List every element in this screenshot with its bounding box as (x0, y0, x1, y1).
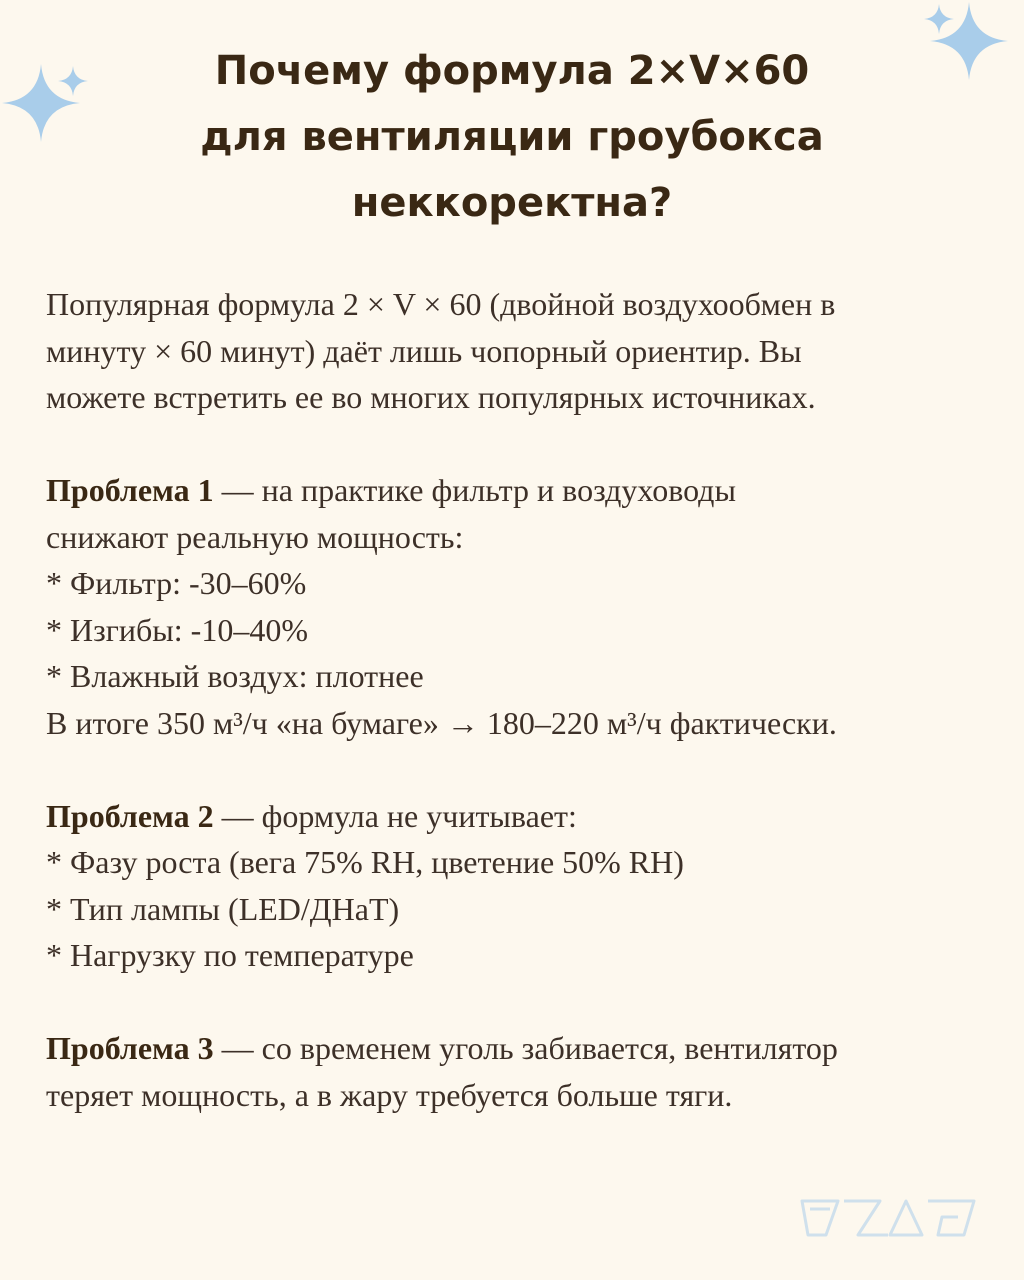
problem2-item: * Нагрузку по температуре (46, 937, 414, 973)
paragraph-gap (46, 746, 1006, 793)
problem1-item: * Фильтр: -30–60% (46, 565, 307, 601)
intro-line: можете встретить ее во многих популярных источниках. (46, 379, 816, 415)
problem2-lead: — формула не учитывает: (213, 797, 577, 834)
title-line: Почему формула 2×V×60 (214, 48, 810, 94)
problem1-label: Проблема 1 (46, 472, 214, 508)
title-line: неккоректна? (351, 180, 673, 226)
problem1-summary: В итоге 350 м³/ч «на бумаге» → 180–220 м³/ч фактически. (46, 704, 837, 741)
watermark-logo-icon (798, 1195, 978, 1241)
problem3-heading-line (46, 1025, 1006, 1072)
problem2-item: * Фазу роста (вега 75% RH, цветение 50% RH) (46, 844, 684, 880)
problem1-item: * Изгибы: -10–40% (46, 611, 308, 648)
problem1-heading-line (46, 467, 1006, 514)
problem3-line2: теряет мощность, а в жару требуется больше тяги. (46, 1076, 733, 1113)
problem2-item: * Тип лампы (LED/ДНаТ) (46, 890, 400, 927)
problem2-label: Проблема 2 (46, 797, 214, 834)
paragraph-gap (46, 979, 1006, 1026)
sparkle-icon-right-small (924, 4, 954, 34)
title-line: для вентиляции гроубокса (200, 114, 824, 160)
article-body (46, 281, 1006, 1118)
problem3-lead: — со временем уголь забивается, вентилятор (213, 1030, 838, 1066)
problem1-item: * Влажный воздух: плотнее (46, 658, 424, 694)
problem1-line2: снижают реальную мощность: (46, 518, 464, 555)
page-title (0, 38, 1024, 236)
intro-line: Популярная формула 2 × V × 60 (двойной воздухообмен в (46, 286, 836, 322)
intro-line: минуту × 60 минут) даёт лишь чопорный ориентир. Вы (46, 332, 802, 369)
problem2-heading-line (46, 793, 1006, 840)
problem3-label: Проблема 3 (46, 1030, 214, 1066)
paragraph-gap (46, 421, 1006, 468)
problem1-lead: — на практике фильтр и воздуховоды (213, 472, 736, 508)
